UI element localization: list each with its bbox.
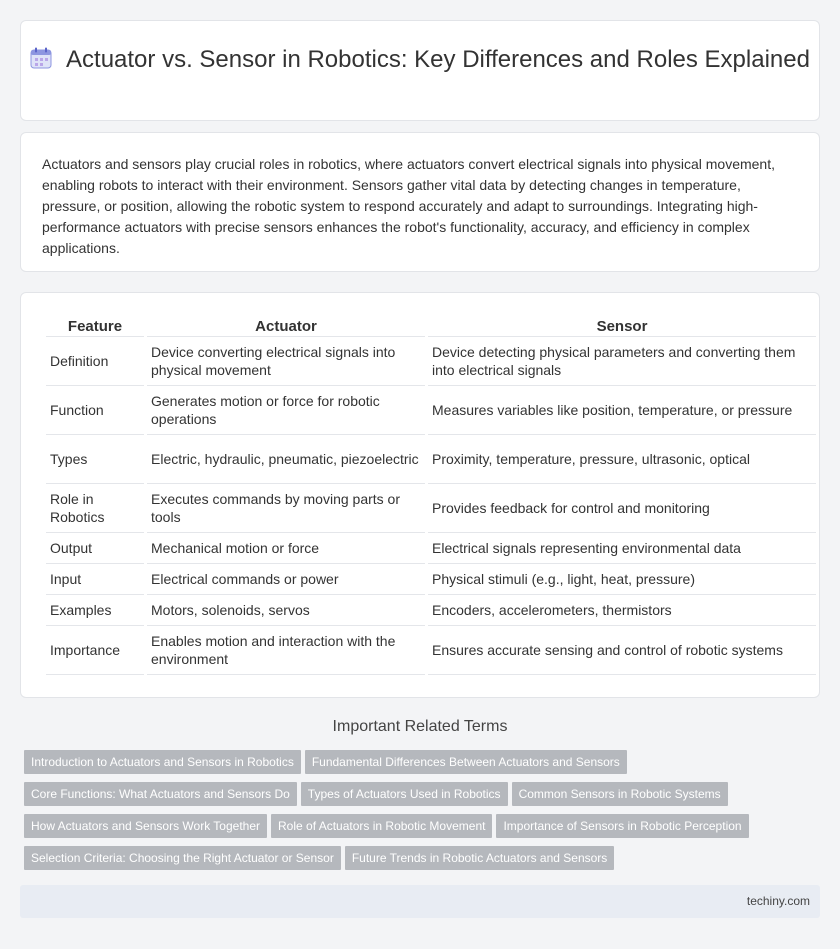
sensor-cell: Device detecting physical parameters and converting them into electrical signals [428, 337, 816, 386]
table-row [46, 386, 816, 435]
related-term-tag[interactable]: Importance of Sensors in Robotic Perception [496, 814, 748, 838]
intro-paragraph: Actuators and sensors play crucial roles in robotics, where actuators convert electrical signals into physical movement, enabling robots to interact with their environment. Sensors gather vital data by detecting changes in temperature, pressure, or position, allowing the robotic system to respond accurately and adapt to surroundings. Integrating high-performance actuators with precise sensors enhances the robot's functionality, accuracy, and efficiency in complex applications. [42, 156, 775, 256]
table-row [46, 337, 816, 386]
intro-card [20, 132, 820, 272]
feature-cell: Input [46, 564, 144, 595]
title-card [20, 20, 820, 121]
header-actuator: Actuator [147, 315, 425, 337]
actuator-cell: Electrical commands or power [147, 564, 425, 595]
sensor-cell: Encoders, accelerometers, thermistors [428, 595, 816, 626]
sensor-cell: Measures variables like position, temperature, or pressure [428, 386, 816, 435]
related-term-tag[interactable]: Selection Criteria: Choosing the Right Actuator or Sensor [24, 846, 341, 870]
related-term-tag[interactable]: Introduction to Actuators and Sensors in Robotics [24, 750, 301, 774]
feature-cell: Examples [46, 595, 144, 626]
actuator-cell: Generates motion or force for robotic operations [147, 386, 425, 435]
actuator-cell: Executes commands by moving parts or tools [147, 484, 425, 533]
calendar-icon [30, 47, 52, 69]
actuator-cell: Motors, solenoids, servos [147, 595, 425, 626]
sensor-cell: Ensures accurate sensing and control of robotic systems [428, 626, 816, 675]
table-row [46, 533, 816, 564]
related-term-tag[interactable]: Fundamental Differences Between Actuators and Sensors [305, 750, 627, 774]
actuator-cell: Electric, hydraulic, pneumatic, piezoelectric [147, 435, 425, 484]
related-term-tag[interactable]: Types of Actuators Used in Robotics [301, 782, 508, 806]
table-row [46, 435, 816, 484]
tag-row [24, 750, 824, 782]
header-sensor: Sensor [428, 315, 816, 337]
title-wrap [21, 45, 819, 74]
sensor-cell: Provides feedback for control and monitoring [428, 484, 816, 533]
related-term-tag[interactable]: Role of Actuators in Robotic Movement [271, 814, 492, 838]
tag-row [24, 782, 824, 814]
feature-cell: Definition [46, 337, 144, 386]
table-row [46, 595, 816, 626]
actuator-cell: Enables motion and interaction with the environment [147, 626, 425, 675]
related-terms-heading: Important Related Terms [332, 718, 508, 735]
actuator-cell: Device converting electrical signals into physical movement [147, 337, 425, 386]
sensor-cell: Electrical signals representing environmental data [428, 533, 816, 564]
related-term-tag[interactable]: How Actuators and Sensors Work Together [24, 814, 267, 838]
feature-cell: Output [46, 533, 144, 564]
comparison-table [43, 315, 819, 675]
feature-cell: Importance [46, 626, 144, 675]
tag-row [24, 814, 824, 846]
related-term-tag[interactable]: Common Sensors in Robotic Systems [512, 782, 728, 806]
footer [20, 885, 820, 918]
comparison-card [20, 292, 820, 698]
feature-cell: Function [46, 386, 144, 435]
related-term-tag[interactable]: Core Functions: What Actuators and Sensors Do [24, 782, 297, 806]
related-term-tag[interactable]: Future Trends in Robotic Actuators and Sensors [345, 846, 614, 870]
sensor-cell: Proximity, temperature, pressure, ultrasonic, optical [428, 435, 816, 484]
sensor-cell: Physical stimuli (e.g., light, heat, pressure) [428, 564, 816, 595]
page-title-text: Actuator vs. Sensor in Robotics: Key Differences and Roles Explained [66, 46, 810, 73]
feature-cell: Role in Robotics [46, 484, 144, 533]
table-row [46, 484, 816, 533]
actuator-cell: Mechanical motion or force [147, 533, 425, 564]
page-title [21, 45, 819, 74]
header-feature: Feature [46, 315, 144, 337]
table-row [46, 564, 816, 595]
feature-cell: Types [46, 435, 144, 484]
footer-site-link[interactable]: techiny.com [746, 894, 810, 908]
table-header-row [46, 315, 816, 337]
tag-row [24, 846, 824, 878]
table-row [46, 626, 816, 675]
related-terms-list [24, 750, 824, 878]
